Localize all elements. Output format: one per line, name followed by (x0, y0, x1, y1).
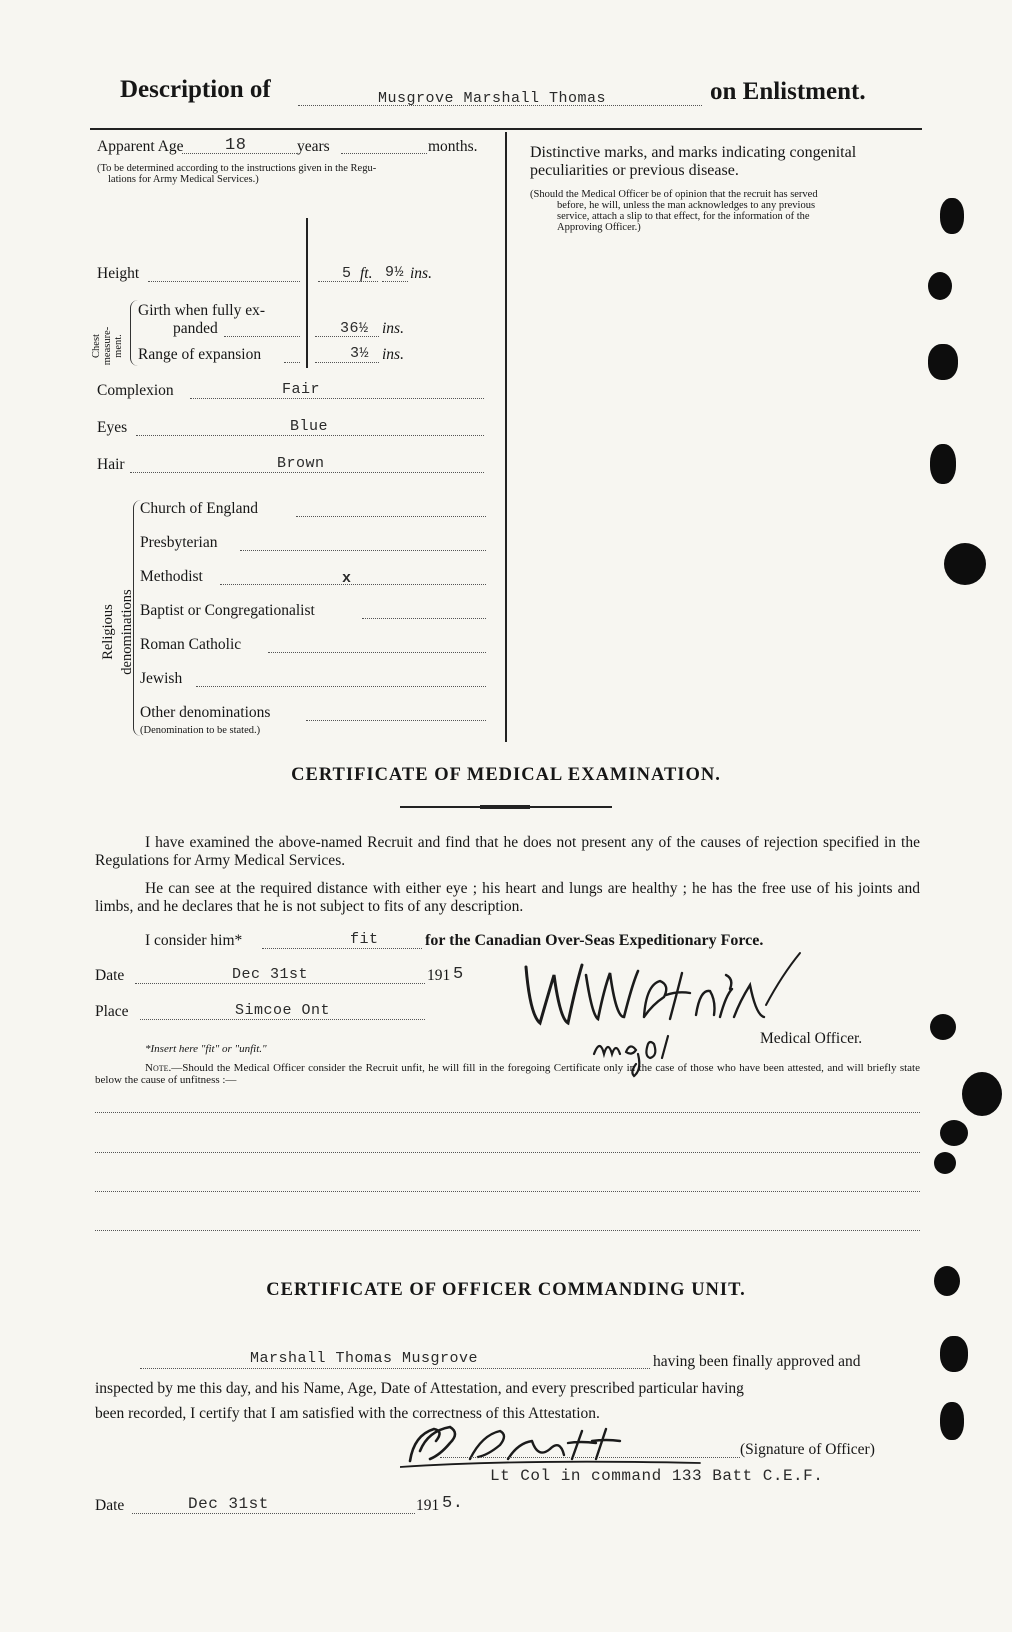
age-label: Apparent Age (97, 138, 184, 155)
hair-label: Hair (97, 456, 125, 473)
chest-girth-line-a (224, 336, 300, 337)
chest-side-line3: ment. (113, 334, 124, 358)
age-months-label: months. (428, 138, 478, 155)
document-header (0, 70, 1012, 110)
medical-year-prefix: 191 (427, 967, 451, 984)
commanding-name-line (140, 1368, 650, 1369)
religion-label: Roman Catholic (140, 636, 242, 653)
punch-hole (962, 1072, 1002, 1116)
distinctive-note-line1: (Should the Medical Officer be of opinion that the recruit has served (530, 189, 818, 200)
medical-date-line (135, 983, 425, 984)
height-feet-value: 5 (342, 265, 352, 282)
age-months-line (341, 153, 427, 154)
height-label: Height (97, 265, 140, 282)
medical-officer-signature (520, 945, 810, 1035)
chest-side-line1: Chest (91, 334, 102, 358)
chest-girth-ins: ins. (382, 320, 404, 337)
religion-line (240, 550, 486, 551)
punch-hole (930, 1014, 956, 1040)
medical-note (95, 1062, 920, 1086)
religion-line (268, 652, 486, 653)
commanding-signature-line (440, 1457, 740, 1458)
religion-label: Church of England (140, 500, 258, 517)
complexion-line (190, 398, 484, 399)
religion-item (140, 500, 486, 522)
medical-heading: CERTIFICATE OF MEDICAL EXAMINATION. (291, 765, 721, 785)
medical-insert-note: *Insert here "fit" or "unfit." (145, 1043, 267, 1055)
commanding-year-digit: 5. (442, 1494, 464, 1513)
religion-label: Baptist or Congregationalist (140, 602, 315, 619)
commanding-text-line2: inspected by me this day, and his Name, Age, Date of Attestation, and every prescribed particular having (95, 1380, 744, 1397)
medical-fit-value: fit (350, 931, 379, 948)
commanding-date-label: Date (95, 1497, 125, 1514)
age-note-line1: (To be determined according to the instructions given in the Regu- (97, 163, 377, 174)
religion-item (140, 636, 486, 658)
medical-force-text: for the Canadian Over-Seas Expeditionary Force. (425, 932, 764, 949)
religion-line (306, 720, 486, 721)
religion-item (140, 568, 486, 590)
height-inches-label: ins. (410, 265, 432, 282)
eyes-line (136, 435, 484, 436)
unfitness-line-4 (95, 1230, 920, 1231)
religion-other-note: (Denomination to be stated.) (140, 725, 261, 736)
medical-date-value: Dec 31st (232, 966, 309, 983)
punch-hole (940, 198, 964, 234)
age-years-value: 18 (225, 136, 247, 155)
complexion-value: Fair (282, 381, 321, 398)
religion-label: Methodist (140, 568, 203, 585)
chest-range-line-a (284, 362, 300, 363)
medical-place-value: Simcoe Ont (235, 1002, 331, 1019)
chest-side-line2: measure- (102, 326, 113, 366)
commanding-date-line (132, 1513, 415, 1514)
distinctive-note-line2: before, he will, unless the man acknowledges to any previous (557, 200, 816, 211)
religion-side-line1: Religious (100, 604, 116, 660)
medical-year-digit: 5 (453, 965, 464, 984)
column-divider (505, 132, 507, 742)
chest-range-ins: ins. (382, 346, 404, 363)
header-description-of: Description of (120, 76, 271, 103)
religion-item (140, 602, 486, 624)
medical-para1 (95, 834, 920, 869)
chest-range-line-b (315, 362, 379, 363)
hair-line (130, 472, 484, 473)
medical-heading-rule-bold (480, 805, 530, 809)
chest-side-label (91, 311, 127, 381)
religion-line (220, 584, 486, 585)
complexion-label: Complexion (97, 382, 174, 399)
punch-hole (940, 1402, 964, 1440)
eyes-label: Eyes (97, 419, 128, 436)
medical-note-lead: Note. (145, 1062, 172, 1074)
medical-note-text: —Should the Medical Officer consider the Recruit unfit, he will fill in the foregoing Certificate only in the case of those who have been attested, and will briefly state below the cause of unfitness :— (95, 1062, 920, 1086)
distinctive-note-line3: service, attach a slip to that effect, for the information of the (557, 211, 810, 222)
eyes-value: Blue (290, 418, 329, 435)
hair-value: Brown (277, 455, 325, 472)
chest-girth-value: 36½ (340, 320, 369, 337)
medical-consider-label: I consider him* (145, 932, 243, 949)
religion-mark: x (342, 570, 352, 587)
medical-date-label: Date (95, 967, 125, 984)
distinctive-line1: Distinctive marks, and marks indicating congenital (530, 144, 857, 161)
punch-hole (930, 444, 956, 484)
header-on-enlistment: on Enlistment. (710, 78, 866, 105)
height-in-line (382, 281, 408, 282)
commanding-text-line3: been recorded, I certify that I am satisfied with the correctness of this Attestation. (95, 1405, 600, 1422)
commanding-date-value: Dec 31st (188, 1495, 269, 1513)
age-years-label: years (297, 138, 330, 155)
distinctive-note-line4: Approving Officer.) (557, 222, 641, 233)
religion-line (196, 686, 486, 687)
unfitness-line-1 (95, 1112, 920, 1113)
chest-range-value: 3½ (350, 345, 370, 362)
commanding-text-line1-end: having been finally approved and (653, 1353, 861, 1370)
religion-side-line2: denominations (119, 589, 135, 675)
punch-hole (934, 1152, 956, 1174)
religion-label: Presbyterian (140, 534, 218, 551)
value-column-line (306, 218, 308, 368)
religion-label: Jewish (140, 670, 183, 687)
commanding-year-prefix: 191 (416, 1497, 440, 1514)
commanding-officer-signature (400, 1415, 710, 1475)
height-line (148, 281, 300, 282)
religion-line (296, 516, 486, 517)
medical-para1-text: I have examined the above-named Recruit and find that he does not present any of the causes of rejection specified in the Regulations for Army Medical Services. (95, 834, 920, 869)
punch-hole (928, 344, 958, 380)
punch-hole (940, 1336, 968, 1372)
medical-place-line (140, 1019, 425, 1020)
religion-item (140, 670, 486, 692)
commanding-heading: CERTIFICATE OF OFFICER COMMANDING UNIT. (266, 1280, 746, 1300)
punch-hole (928, 272, 952, 300)
age-note-line2: lations for Army Medical Services.) (108, 174, 259, 185)
height-inches-value: 9½ (385, 264, 405, 281)
commanding-name-value: Marshall Thomas Musgrove (250, 1350, 479, 1367)
commanding-signature-label: (Signature of Officer) (740, 1441, 875, 1458)
religion-line (362, 618, 486, 619)
medical-para2-text: He can see at the required distance with either eye ; his heart and lungs are healthy ; he has the free use of his joints and limbs, and he declares that he is not subject to fits of any description. (95, 880, 920, 915)
height-feet-label: ft. (360, 265, 373, 282)
punch-hole (940, 1120, 968, 1146)
religion-item (140, 704, 486, 726)
medical-fit-line (262, 948, 422, 949)
chest-girth-label-1: Girth when fully ex- (138, 302, 265, 319)
punch-hole (944, 543, 986, 585)
unfitness-line-2 (95, 1152, 920, 1153)
medical-para2 (95, 880, 920, 915)
distinctive-line2: peculiarities or previous disease. (530, 162, 739, 179)
medical-place-label: Place (95, 1003, 129, 1020)
religion-item (140, 534, 486, 556)
chest-range-label: Range of expansion (138, 346, 262, 363)
chest-girth-label-2: panded (173, 320, 218, 337)
medical-officer-label: Medical Officer. (760, 1030, 863, 1047)
punch-hole (934, 1266, 960, 1296)
unfitness-line-3 (95, 1191, 920, 1192)
commanding-rank-value: Lt Col in command 133 Batt C.E.F. (490, 1467, 824, 1485)
religion-label: Other denominations (140, 704, 271, 721)
top-rule (90, 128, 922, 130)
header-recruit-name: Musgrove Marshall Thomas (378, 90, 607, 107)
